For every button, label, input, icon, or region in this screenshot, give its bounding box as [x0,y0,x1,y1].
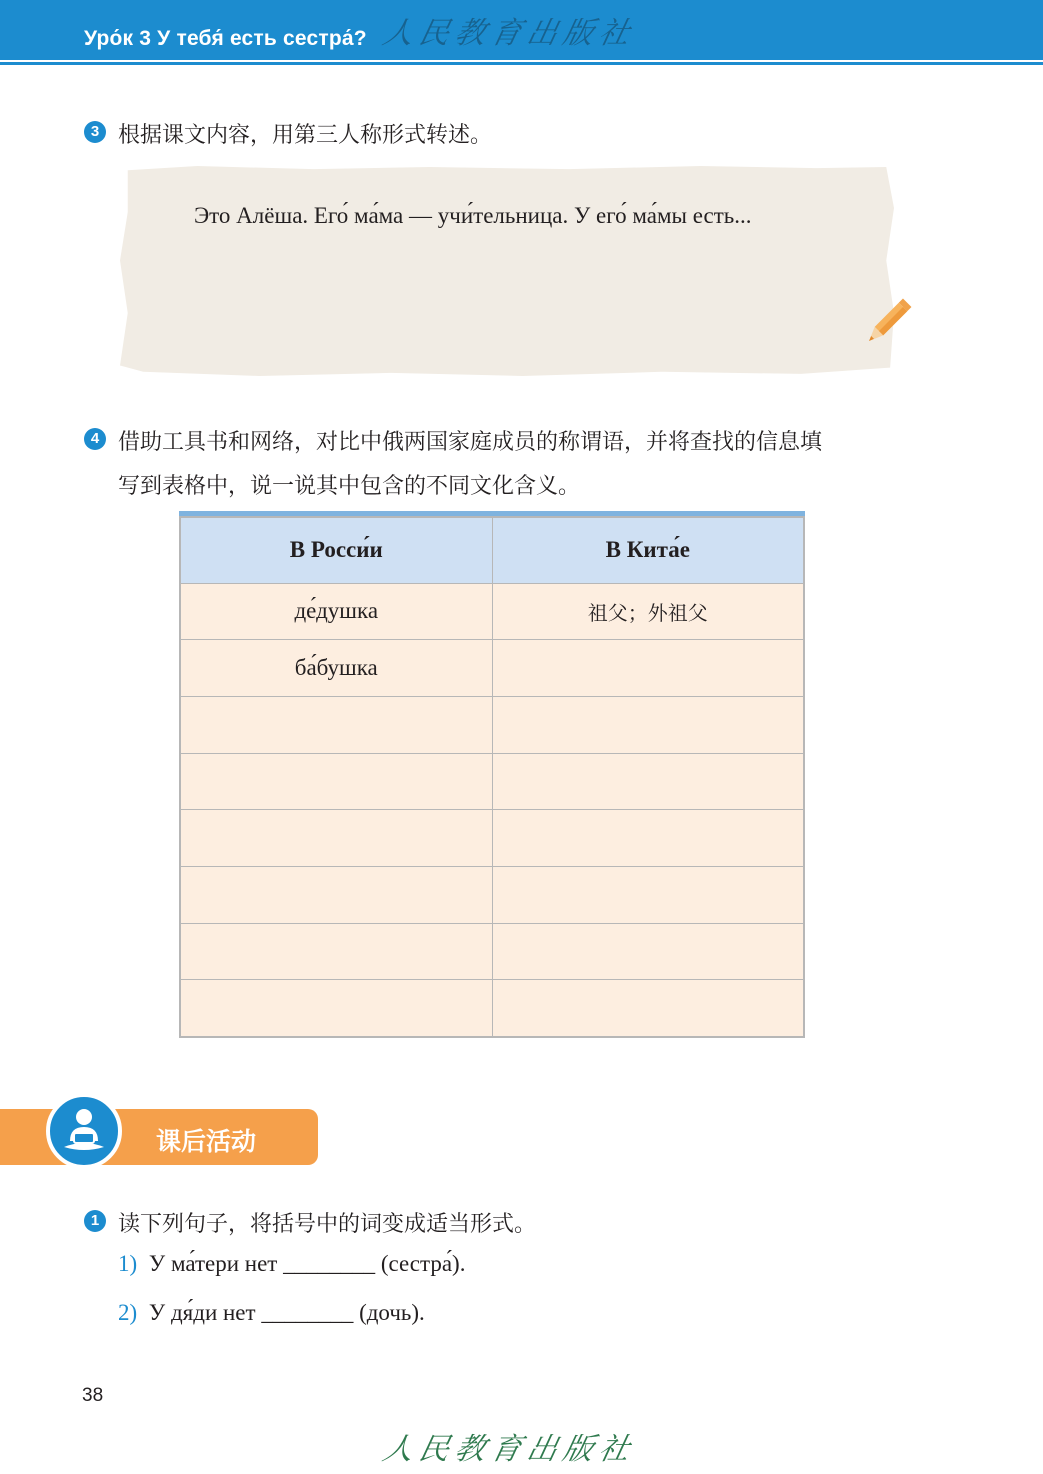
column-header-russia: В Росси́и [180,517,492,583]
header-divider [0,62,1043,65]
section-title: 课后活动 [156,1127,257,1156]
exercise-item-text: У дя́ди нет ________ (дочь). [148,1300,425,1325]
table-cell[interactable]: де́душка [180,583,492,640]
table-row [180,640,804,697]
task4-instruction-line1: 借助工具书和网络，对比中俄两国家庭成员的称谓语，并将查找的信息填 [118,430,823,455]
publisher-logo: 人民教育出版社 [379,16,639,51]
table-cell[interactable] [492,696,804,753]
table-row [180,583,804,640]
task-number-badge: 1 [84,1210,106,1232]
table-cell[interactable] [492,980,804,1037]
table-cell[interactable] [180,923,492,980]
table-cell[interactable] [180,696,492,753]
writing-note-paper[interactable] [120,166,894,376]
task-number-badge: 3 [84,121,106,143]
table-cell[interactable] [492,810,804,867]
table-row [180,866,804,923]
table-cell[interactable] [492,866,804,923]
table-row [180,923,804,980]
table-cell[interactable] [180,866,492,923]
table-cell[interactable]: ба́бушка [180,640,492,697]
table-row [180,753,804,810]
reading-person-icon [50,1097,118,1165]
publisher-logo: 人民教育出版社 [379,1432,639,1467]
task3-instruction: 根据课文内容，用第三人称形式转述。 [118,123,493,148]
pencil-icon [858,296,914,352]
lesson-title: Уро́к 3 У тебя́ есть сестра́? [84,27,367,50]
column-header-china: В Кита́е [492,517,804,583]
table-row [180,696,804,753]
exercise-item-number: 2) [118,1300,138,1325]
table-cell[interactable] [180,980,492,1037]
page-number: 38 [82,1385,104,1406]
table-cell[interactable] [180,753,492,810]
table-cell[interactable]: 祖父；外祖父 [492,583,804,640]
note-prompt-text: Это Алёша. Его́ ма́ма — учи́тельница. У его́ ма́мы есть... [194,203,752,228]
task4-instruction-line2: 写到表格中，说一说其中包含的不同文化含义。 [118,474,581,499]
table-cell[interactable] [492,923,804,980]
table-cell[interactable] [492,640,804,697]
exercise-item [118,1251,465,1277]
exercise-item [118,1300,425,1326]
exercise-item-text: У ма́тери нет ________ (сестра́). [148,1251,466,1276]
table-cell[interactable] [180,810,492,867]
table-row [180,810,804,867]
exercise-instruction: 读下列句子，将括号中的词变成适当形式。 [118,1212,537,1237]
exercise-item-number: 1) [118,1251,138,1276]
table-cell[interactable] [492,753,804,810]
table-row [180,980,804,1037]
family-terms-table [179,511,805,1036]
task-number-badge: 4 [84,428,106,450]
section-icon-circle [46,1093,122,1169]
